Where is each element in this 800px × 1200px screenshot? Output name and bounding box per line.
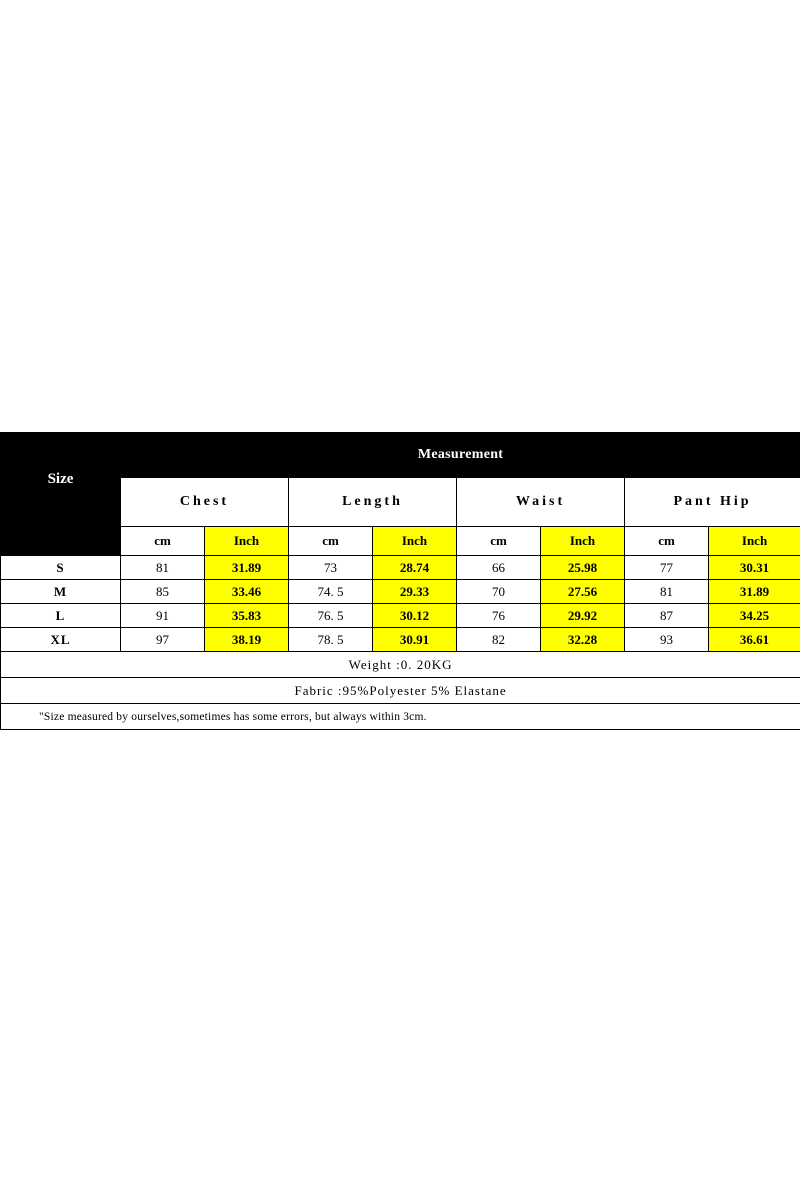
cell-length-inch: 30.12 (373, 604, 457, 628)
fabric-text: Fabric :95%Polyester 5% Elastane (1, 678, 800, 704)
weight-row (1, 652, 800, 678)
row-size-label: M (1, 580, 121, 604)
size-measurement-table (0, 432, 800, 730)
table-row (1, 580, 800, 604)
measurement-note: "Size measured by ourselves,sometimes has some errors, but always within 3cm. (1, 704, 800, 730)
cell-waist-inch: 27.56 (541, 580, 625, 604)
cell-waist-inch: 25.98 (541, 556, 625, 580)
header-size: Size (1, 433, 121, 527)
cell-hip-inch: 30.31 (709, 556, 800, 580)
cell-chest-inch: 31.89 (205, 556, 289, 580)
cell-hip-inch: 36.61 (709, 628, 800, 652)
unit-chest-cm: cm (121, 527, 205, 556)
weight-text: Weight :0. 20KG (1, 652, 800, 678)
cell-hip-cm: 87 (625, 604, 709, 628)
cell-length-cm: 74. 5 (289, 580, 373, 604)
cell-chest-cm: 81 (121, 556, 205, 580)
cell-chest-cm: 85 (121, 580, 205, 604)
cell-chest-inch: 35.83 (205, 604, 289, 628)
cell-length-cm: 76. 5 (289, 604, 373, 628)
size-chart-container (0, 432, 800, 730)
cell-hip-cm: 93 (625, 628, 709, 652)
unit-hip-inch: Inch (709, 527, 800, 556)
cell-waist-cm: 66 (457, 556, 541, 580)
row-size-label: S (1, 556, 121, 580)
note-row (1, 704, 800, 730)
cell-chest-inch: 38.19 (205, 628, 289, 652)
unit-waist-inch: Inch (541, 527, 625, 556)
cell-waist-inch: 32.28 (541, 628, 625, 652)
table-group-row (1, 478, 800, 527)
cell-chest-cm: 97 (121, 628, 205, 652)
cell-hip-inch: 34.25 (709, 604, 800, 628)
table-row (1, 628, 800, 652)
fabric-row (1, 678, 800, 704)
cell-waist-cm: 76 (457, 604, 541, 628)
unit-row-spacer (1, 527, 121, 556)
cell-chest-inch: 33.46 (205, 580, 289, 604)
group-header-pant-hip: Pant Hip (625, 478, 800, 527)
group-header-waist: Waist (457, 478, 625, 527)
table-header-row (1, 433, 800, 478)
cell-length-inch: 28.74 (373, 556, 457, 580)
group-header-chest: Chest (121, 478, 289, 527)
cell-hip-cm: 77 (625, 556, 709, 580)
unit-length-inch: Inch (373, 527, 457, 556)
table-row (1, 604, 800, 628)
header-measurement: Measurement (121, 433, 800, 478)
unit-hip-cm: cm (625, 527, 709, 556)
row-size-label: L (1, 604, 121, 628)
cell-hip-inch: 31.89 (709, 580, 800, 604)
group-header-length: Length (289, 478, 457, 527)
row-size-label: XL (1, 628, 121, 652)
cell-length-cm: 73 (289, 556, 373, 580)
unit-chest-inch: Inch (205, 527, 289, 556)
unit-length-cm: cm (289, 527, 373, 556)
unit-waist-cm: cm (457, 527, 541, 556)
cell-hip-cm: 81 (625, 580, 709, 604)
cell-chest-cm: 91 (121, 604, 205, 628)
cell-waist-cm: 82 (457, 628, 541, 652)
cell-length-inch: 30.91 (373, 628, 457, 652)
cell-waist-cm: 70 (457, 580, 541, 604)
table-row (1, 556, 800, 580)
table-unit-row (1, 527, 800, 556)
cell-length-inch: 29.33 (373, 580, 457, 604)
cell-length-cm: 78. 5 (289, 628, 373, 652)
cell-waist-inch: 29.92 (541, 604, 625, 628)
